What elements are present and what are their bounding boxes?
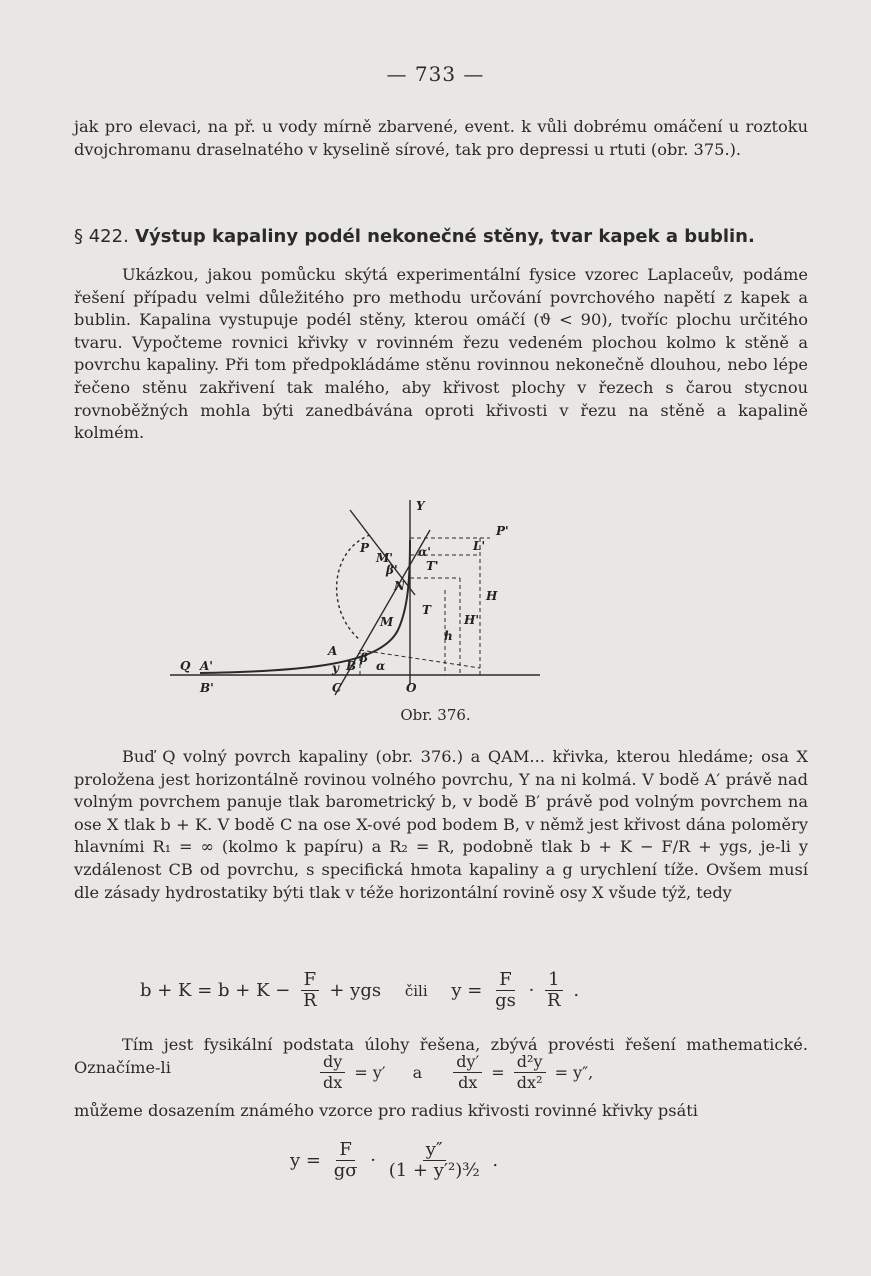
p3-d1-den: dx	[323, 1073, 343, 1092]
label-H-prime: H'	[464, 613, 480, 627]
p3-eq3: = y″,	[554, 1063, 594, 1082]
eq1-middle: + ygs	[329, 980, 382, 1001]
label-H: H	[486, 589, 498, 603]
label-beta: β	[360, 651, 368, 665]
eq2-f1-num: F	[336, 1140, 355, 1161]
paragraph-2: Buď Q volný povrch kapaliny (obr. 376.) a QAM... křivka, kterou hledáme; osa X proložena jest horizontálně rovinou volného povrchu, Y na ni kolmá. V bodě A′ právě nad volným povrchem panuje tlak barometrický b, v bodě B′ právě pod volným povrchem na ose X tlak b + K. V bodě C na ose X-ové pod bodem B, v němž jest křivost dána poloměry hlavními R₁ = ∞ (kolmo k papíru) a R₂ = R, podobně tlak b + K − F/R + ygs, je-li y vzdálenost CB od povrchu, s specifická hmota kapaliny a g urychlení tíže. Ovšem musí dle zásady hydrostatiky býti tlak v téže horizontální rovině osy X všude týž, tedy	[74, 747, 808, 902]
eq2-frac-ypp	[386, 1140, 483, 1181]
eq1-frac-f-gs	[492, 970, 519, 1011]
p3-eq2: =	[491, 1063, 505, 1082]
label-M: M	[380, 615, 394, 629]
label-P-prime: P'	[496, 524, 509, 538]
section-title: Výstup kapaliny podél nekonečné stěny, tvar kapek a bublin.	[135, 226, 755, 247]
label-T: T	[422, 603, 431, 617]
eq2-f1-den: gσ	[333, 1160, 358, 1181]
label-beta-prime: β'	[386, 563, 398, 577]
eq1-y-eq: y =	[451, 980, 483, 1001]
eq1-f3-den: R	[547, 990, 561, 1011]
section-symbol: § 422.	[74, 226, 129, 247]
paragraph-1: Ukázkou, jakou pomůcku skýtá experimentální fysice vzorec Laplaceův, podáme řešení případu velmi důležitého pro methodu určování povrchového napětí z kapek a bublin. Kapalina vystupuje podél stěny, kterou omáčí (ϑ < 90), tvoříc plochu určitého tvaru. Vypočteme rovnici křivky v rovinném řezu vedeném plochou kolmo k stěně a povrchu kapaliny. Při tom předpokládáme stěnu rovinnou nekonečně dlouhou, nebo lépe řečeno stěnu zakřivení tak malého, aby křivost plochy v řezech s čarou stycnou rovnoběžných mohla býti zanedbávána oproti křivosti v řezu na stěně a kapalině kolmém.	[74, 265, 808, 443]
label-T-prime: T'	[426, 559, 439, 573]
eq1-f2-num: F	[496, 970, 515, 991]
label-alpha: α	[376, 659, 386, 673]
eq1-f1-num: F	[301, 970, 320, 991]
label-A: A	[328, 644, 338, 658]
label-alpha-prime: α'	[418, 545, 431, 559]
label-N: N	[394, 579, 405, 593]
eq1-f3-num: 1	[545, 970, 562, 991]
label-O: O	[406, 681, 417, 695]
p3-d2-num: dy′	[453, 1052, 482, 1073]
eq2-frac-f-gsigma	[331, 1140, 361, 1181]
eq1-word: čili	[404, 981, 428, 1000]
eq1-dot: ·	[528, 980, 535, 1001]
p3-d3-num: d²y	[514, 1052, 546, 1073]
paragraph-3-a: Tím jest fysikální podstata úlohy řešena, zbývá provésti řešení mathematické. Označíme-li	[74, 1035, 808, 1077]
figure-376	[160, 490, 560, 705]
eq1-frac-f-r	[300, 970, 320, 1011]
eq1-f1-den: R	[303, 990, 317, 1011]
p3-frac-dy-dx	[320, 1052, 345, 1093]
page-number: — 733 —	[386, 62, 485, 86]
intro-paragraph: jak pro elevaci, na př. u vody mírně zbarvené, event. k vůli dobrému omáčení u roztoku dvojchromanu draselnatého v kyselině sírové, tak pro depressi u rtuti (obr. 375.).	[74, 117, 808, 159]
eq2-left: y =	[290, 1150, 321, 1171]
figure-caption: Obr. 376.	[400, 706, 471, 724]
label-y: y	[332, 661, 339, 675]
eq1-left: b + K = b + K −	[140, 980, 291, 1001]
label-Q: Q	[180, 659, 191, 673]
p3-frac-d2y-dx2	[514, 1052, 546, 1093]
eq1-f2-den: gs	[495, 990, 516, 1011]
label-Y: Y	[416, 499, 425, 513]
label-C: C	[332, 681, 342, 695]
eq2-f2-num: y″	[423, 1140, 446, 1161]
label-P: P	[360, 541, 370, 555]
section-heading	[74, 226, 814, 247]
paragraph-3-b: můžeme dosazením známého vzorce pro radius křivosti rovinné křivky psáti	[74, 1101, 698, 1120]
equation-2	[290, 1140, 498, 1181]
paragraph-3-inline-eq	[316, 1052, 593, 1093]
p3-and: a	[412, 1063, 423, 1082]
p3-d2-den: dx	[458, 1073, 478, 1092]
p3-d1-num: dy	[320, 1052, 345, 1073]
eq1-frac-1-r	[544, 970, 564, 1011]
label-A-prime: A'	[200, 659, 213, 673]
label-B: B	[346, 659, 357, 673]
eq1-end: .	[573, 980, 580, 1001]
label-h: h	[444, 629, 453, 643]
p3-eq1: = y′	[354, 1063, 386, 1082]
eq2-f2-den: (1 + y′²)³⁄₂	[388, 1160, 480, 1181]
p3-frac-dyp-dx	[453, 1052, 482, 1093]
label-L-prime: L'	[473, 539, 486, 553]
eq2-dot: ·	[370, 1150, 376, 1171]
eq2-end: .	[492, 1150, 499, 1171]
p3-d3-den: dx²	[516, 1073, 543, 1092]
figure-diagram	[160, 490, 560, 705]
label-M-prime: M'	[376, 551, 393, 565]
equation-1	[140, 970, 579, 1011]
label-B-prime: B'	[200, 681, 214, 695]
